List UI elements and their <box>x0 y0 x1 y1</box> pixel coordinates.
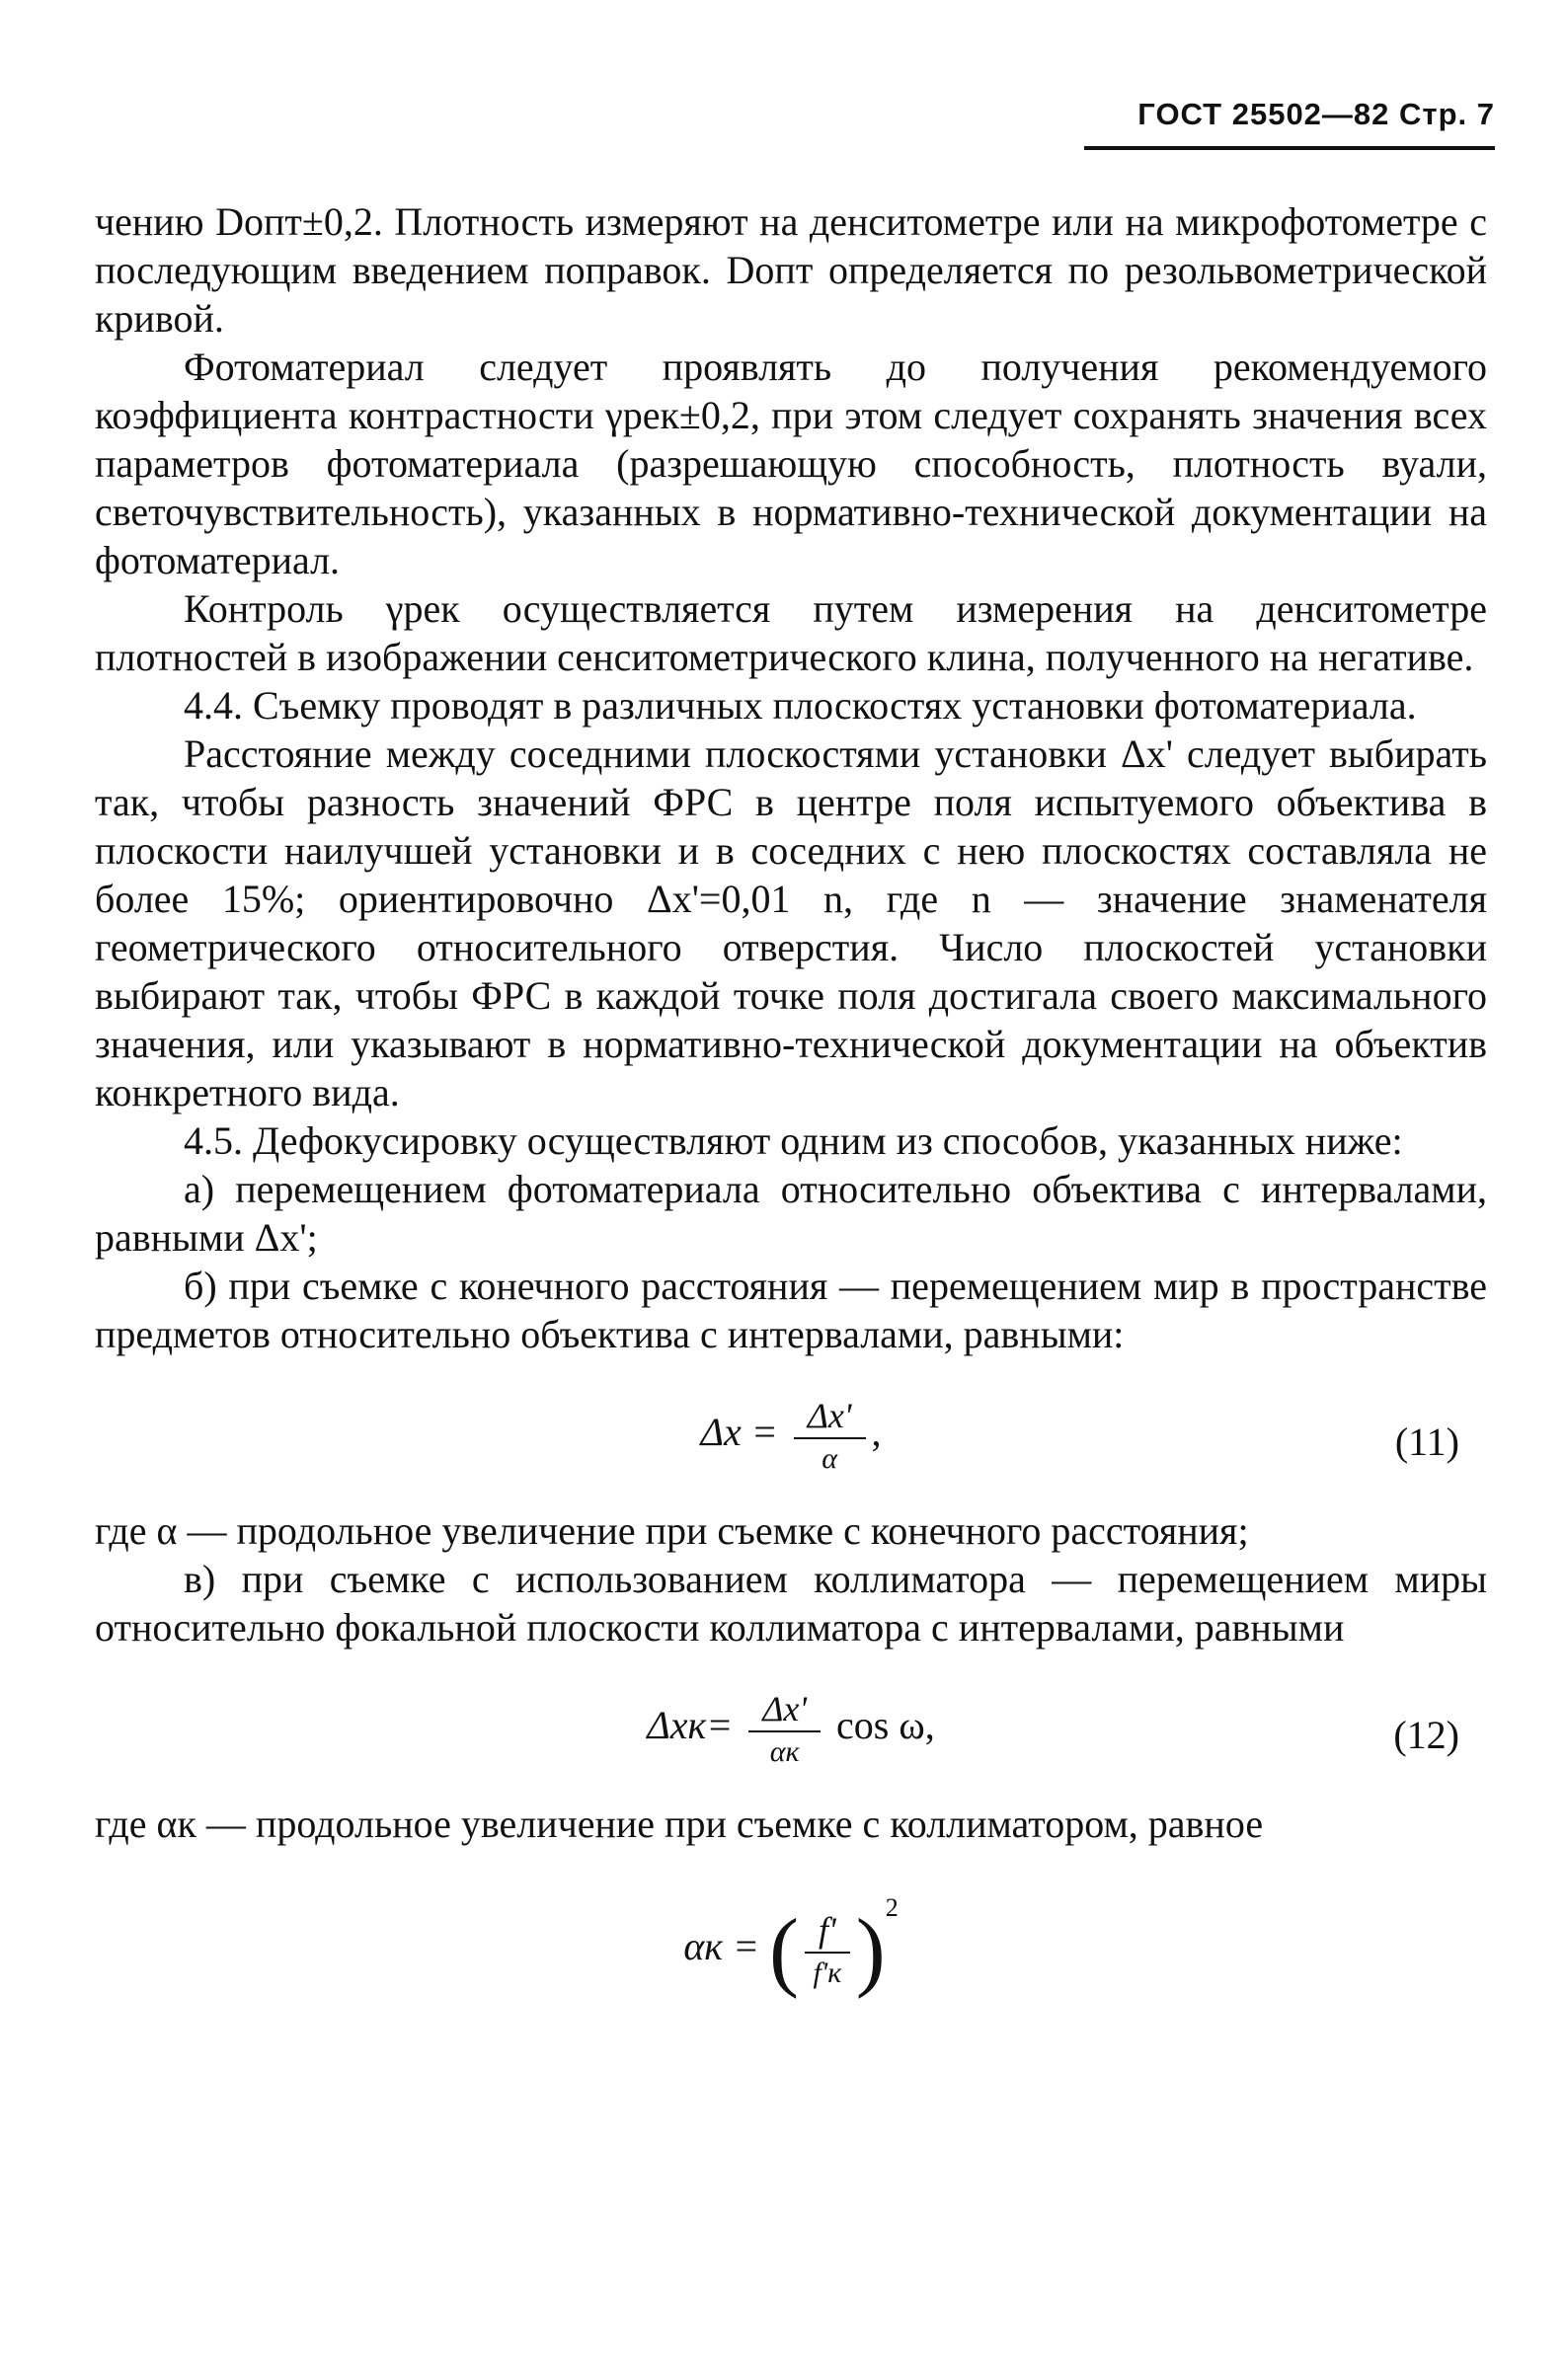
exponent: 2 <box>885 1893 899 1922</box>
paragraph: 4.4. Съемку проводят в различных плоскостях установки фотоматериала. <box>184 683 1417 728</box>
paragraph: чению Dопт±0,2. Плотность измеряют на денситометре или на микрофотометре с последующим введением поправок. Dопт определяется по резольвометрической кривой. <box>95 199 1487 341</box>
formula-tail: cos ω, <box>836 1703 935 1748</box>
body-text <box>95 197 1487 2021</box>
paragraph: Фотоматериал следует проявлять до получения рекомендуемого коэффициента контрастности γрек±0,2, при этом следует сохранять значения всех параметров фотоматериала (разрешающую способность, плотность вуали, светочувствительность), указанных в нормативно-технической документации на фотоматериал. <box>95 345 1487 582</box>
paragraph: в) при съемке с использованием коллиматора — перемещением миры относительно фокальной плоскости коллиматора с интервалами, равными <box>95 1557 1487 1650</box>
header-rule <box>1084 146 1495 150</box>
paragraph: Расстояние между соседними плоскостями установки Δx' следует выбирать так, чтобы разность значений ФРС в центре поля испытуемого объектива в плоскости наилучшей установки и в соседних с нею плоскостях составляла не более 15%; ориентировочно Δx'=0,01 n, где n — значение знаменателя геометрического относительного отверстия. Число плоскостей установки выбирают так, чтобы ФРС в каждой точке поля достигала своего максимального значения, или указывают в нормативно-технической документации на объектив конкретного вида. <box>95 731 1487 1114</box>
denominator: α <box>822 1442 837 1475</box>
formula-lhs: Δxк= <box>647 1703 734 1748</box>
numerator: Δx' <box>748 1687 821 1732</box>
denominator: f'к <box>813 1956 842 1989</box>
fraction <box>794 1394 866 1479</box>
formula-11 <box>95 1394 1487 1479</box>
paragraph: б) при съемке с конечного расстояния — перемещением мир в пространстве предметов относительно объектива с интервалами, равными: <box>95 1264 1487 1356</box>
numerator: f' <box>805 1908 850 1954</box>
formula-number: (11) <box>1394 1420 1459 1464</box>
formula-lhs: αк = <box>683 1924 760 1968</box>
paragraph: Контроль γрек осуществляется путем измерения на денситометре плотностей в изображении сенситометрического клина, полученного на негативе. <box>95 586 1487 679</box>
formula-12 <box>95 1687 1487 1772</box>
formula-number: (12) <box>1393 1713 1459 1757</box>
left-paren: ( <box>769 1901 799 2000</box>
paragraph: 4.5. Дефокусировку осуществляют одним из способов, указанных ниже: <box>184 1118 1403 1163</box>
page-header: ГОСТ 25502—82 Стр. 7 <box>1137 97 1495 131</box>
denominator: αк <box>769 1735 800 1768</box>
numerator: Δx' <box>794 1394 866 1439</box>
formula-13 <box>95 1883 1487 2000</box>
paragraph: где αк — продольное увеличение при съемке с коллиматором, равное <box>95 1802 1264 1846</box>
right-paren: ) <box>855 1901 886 2000</box>
fraction <box>805 1908 850 1993</box>
formula-tail: , <box>871 1410 882 1455</box>
paragraph: а) перемещением фотоматериала относительно объектива с интервалами, равными Δx'; <box>95 1167 1487 1260</box>
paragraph: где α — продольное увеличение при съемке с конечного расстояния; <box>95 1508 1249 1553</box>
formula-lhs: Δx = <box>700 1410 778 1455</box>
fraction <box>748 1687 821 1772</box>
